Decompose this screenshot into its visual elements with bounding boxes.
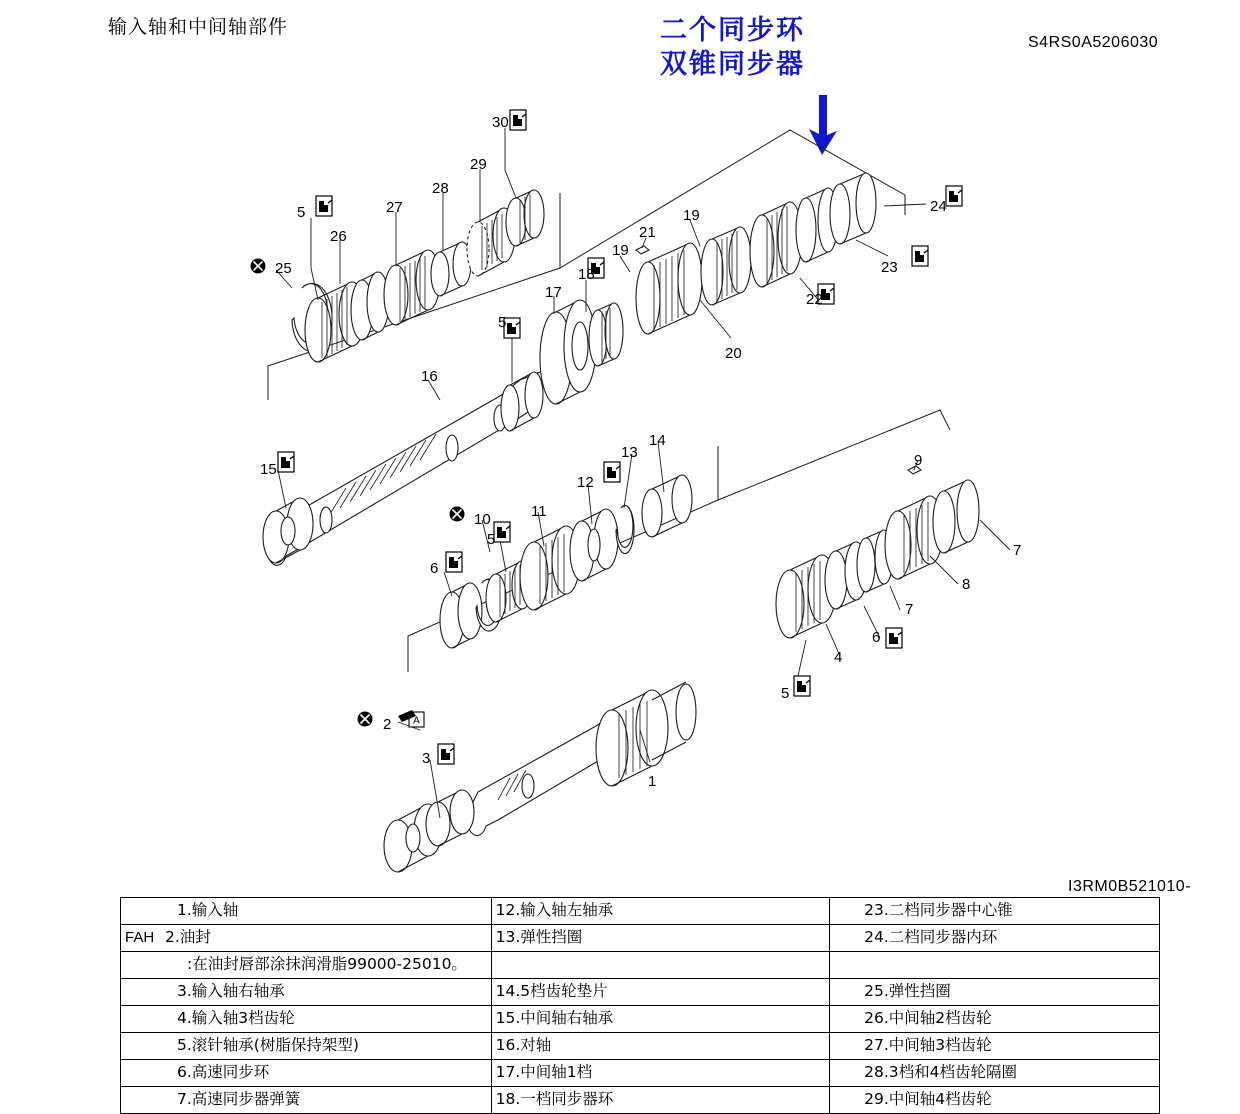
parts-legend-table [120, 897, 1160, 1114]
part-label: 25.弹性挡圈 [864, 982, 951, 1001]
part-label: 2.油封 [165, 928, 211, 946]
page-title: 输入轴和中间轴部件 [108, 16, 289, 38]
part-label: 23.二档同步器中心锥 [864, 901, 1013, 919]
callout-number: 27 [386, 199, 403, 216]
callout-number: 15 [260, 461, 277, 478]
part-entry-col3 [830, 898, 1160, 925]
part-entry-col2: 12.输入轴左轴承 [491, 898, 829, 925]
callout-number: 7 [905, 601, 914, 618]
callout-number: 29 [470, 156, 487, 173]
callout-number: 5 [487, 531, 496, 548]
part-entry-col2: 16.对轴 [491, 1033, 829, 1060]
callout-number: 12 [577, 474, 594, 491]
callout-number: 17 [545, 284, 562, 301]
part-label: 3.输入轴右轴承 [177, 982, 285, 1001]
part-entry-col1 [121, 1087, 492, 1114]
table-row [121, 1087, 1160, 1114]
callout-number: 5 [781, 685, 790, 702]
table-row [121, 925, 1160, 952]
callout-number: 5 [498, 314, 507, 331]
part-entry-col3 [830, 1060, 1160, 1087]
callout-number: 14 [649, 432, 666, 449]
part-label: 4.输入轴3档齿轮 [177, 1009, 295, 1028]
part-entry-col3 [830, 979, 1160, 1006]
callout-number: 21 [639, 224, 656, 241]
callout-number: 16 [421, 368, 438, 385]
part-entry-col1 [121, 1033, 492, 1060]
table-row [121, 1006, 1160, 1033]
table-row [121, 952, 1160, 979]
callout-number: 1 [648, 773, 657, 790]
callout-number: 3 [422, 750, 431, 767]
callout-number: 2 [383, 716, 392, 733]
callout-number: 25 [275, 260, 292, 277]
drawing-code: S4RS0A5206030 [1028, 34, 1159, 51]
part-label: 28.3档和4档齿轮隔圈 [864, 1063, 1017, 1082]
part-label: 29.中间轴4档齿轮 [864, 1090, 992, 1109]
callout-number: 19 [612, 242, 629, 259]
part-entry-col3 [830, 952, 1160, 979]
part-label: 6.高速同步环 [177, 1063, 270, 1082]
callout-number: 28 [432, 180, 449, 197]
callout-number: 8 [962, 576, 971, 593]
part-label: 5.滚针轴承(树脂保持架型) [177, 1036, 359, 1055]
callout-number: 6 [430, 560, 439, 577]
part-label: 7.高速同步器弹簧 [177, 1090, 301, 1109]
sheet-code: I3RM0B521010- [1068, 878, 1192, 895]
part-entry-col1 [121, 898, 492, 925]
callout-number: 7 [1013, 542, 1022, 559]
callout-number: 4 [834, 649, 843, 666]
table-row [121, 898, 1160, 925]
part-entry-col2: 13.弹性挡圈 [491, 925, 829, 952]
part-entry-col1 [121, 925, 492, 952]
table-row [121, 1033, 1160, 1060]
part-entry-col1 [121, 1006, 492, 1033]
callout-number: 23 [881, 259, 898, 276]
part-label: 26.中间轴2档齿轮 [864, 1009, 992, 1028]
part-entry-col2: 17.中间轴1档 [491, 1060, 829, 1087]
annotation-line-2: 双锥同步器 [660, 48, 805, 80]
table-row [121, 979, 1160, 1006]
callout-number: 22 [806, 291, 823, 308]
part-label: :在油封唇部涂抹润滑脂99000-25010。 [187, 955, 467, 974]
fah-marker: FAH [125, 929, 155, 946]
callout-number: 24 [930, 198, 947, 215]
part-label: 1.输入轴 [177, 901, 239, 919]
part-entry-col1 [121, 979, 492, 1006]
callout-number: 19 [683, 207, 700, 224]
part-entry-col1 [121, 1060, 492, 1087]
callout-number: 26 [330, 228, 347, 245]
callout-number: 30 [492, 114, 509, 131]
callout-number: 13 [621, 444, 638, 461]
callout-number: 9 [914, 452, 923, 469]
part-label: 24.二档同步器内环 [864, 928, 998, 946]
part-entry-col1 [121, 952, 492, 979]
callout-number: 20 [725, 345, 742, 362]
callout-number: 18 [578, 266, 595, 283]
callout-number: 11 [531, 503, 547, 520]
part-entry-col2 [491, 952, 829, 979]
exploded-assembly-diagram: A [0, 0, 1240, 880]
part-entry-col3 [830, 1006, 1160, 1033]
part-label: 27.中间轴3档齿轮 [864, 1036, 992, 1055]
callout-number: 10 [474, 511, 491, 528]
part-entry-col3 [830, 925, 1160, 952]
table-row [121, 1060, 1160, 1087]
callout-number: 6 [872, 629, 881, 646]
part-entry-col2: 14.5档齿轮垫片 [491, 979, 829, 1006]
annotation-line-1: 二个同步环 [660, 15, 805, 46]
part-entry-col2: 18.一档同步器环 [491, 1087, 829, 1114]
part-entry-col3 [830, 1087, 1160, 1114]
callout-number: 5 [297, 204, 306, 221]
part-entry-col2: 15.中间轴右轴承 [491, 1006, 829, 1033]
part-entry-col3 [830, 1033, 1160, 1060]
